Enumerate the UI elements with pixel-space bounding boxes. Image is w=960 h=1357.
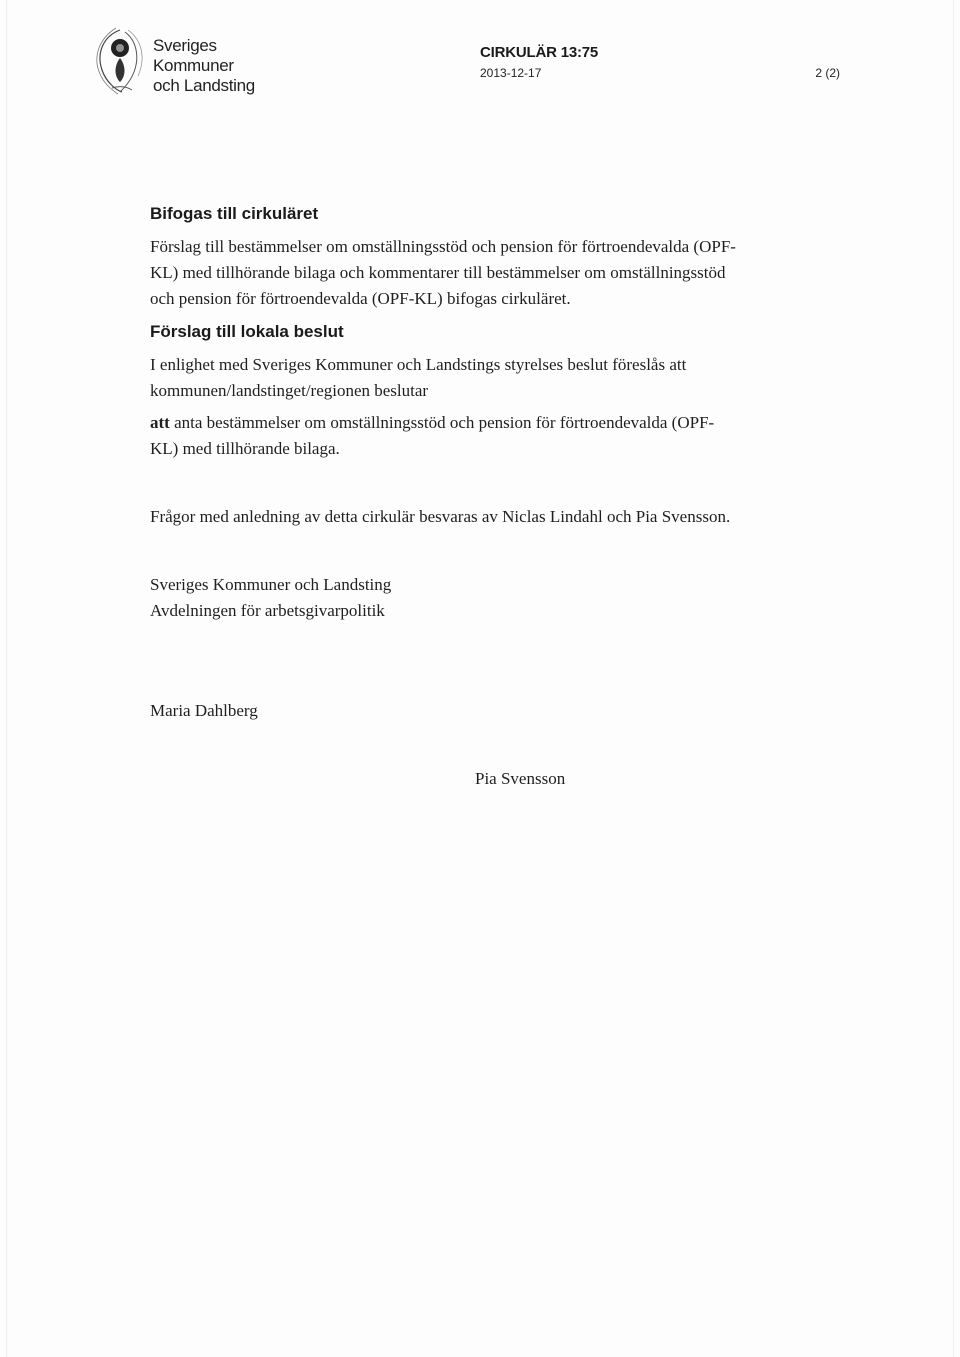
document-date: 2013-12-17: [480, 66, 542, 80]
paragraph-line: [150, 410, 714, 436]
paragraph-line: I enlighet med Sveriges Kommuner och Landstings styrelses beslut föreslås att: [150, 355, 687, 374]
logo-line-2: Kommuner: [153, 56, 234, 75]
section-heading-local-decisions: Förslag till lokala beslut: [150, 322, 344, 341]
sender-block: [150, 572, 391, 624]
section-heading-attachments: Bifogas till cirkuläret: [150, 204, 319, 223]
questions-paragraph: Frågor med anledning av detta cirkulär besvaras av Niclas Lindahl och Pia Svensson.: [150, 507, 731, 526]
scan-edge-right: [953, 0, 954, 1357]
signature-pia-svensson: Pia Svensson: [475, 769, 566, 788]
scan-edge-left: [6, 0, 7, 1357]
skl-logo-icon: [92, 26, 148, 96]
att-text: anta bestämmelser om omställningsstöd och pension för förtroendevalda (OPF-: [169, 413, 715, 432]
signature-maria-dahlberg: Maria Dahlberg: [150, 701, 258, 720]
paragraph-line: kommunen/landstinget/regionen beslutar: [150, 381, 429, 400]
logo-line-3: och Landsting: [153, 76, 255, 95]
paragraph-line: och pension för förtroendevalda (OPF-KL) bifogas cirkuläret.: [150, 289, 571, 308]
logo-line-1: Sveriges: [153, 36, 217, 55]
paragraph-line: KL) med tillhörande bilaga och kommentarer till bestämmelser om omställningsstöd: [150, 263, 726, 282]
logo-wordmark: [153, 36, 255, 96]
attachments-paragraph: [150, 234, 736, 312]
paragraph-line: Förslag till bestämmelser om omställningsstöd och pension för förtroendevalda (OPF-: [150, 237, 736, 256]
decision-att-paragraph: [150, 410, 714, 462]
page-number: 2 (2): [815, 66, 840, 80]
sender-department: Avdelningen för arbetsgivarpolitik: [150, 601, 385, 620]
sender-organization: Sveriges Kommuner och Landsting: [150, 575, 392, 594]
att-keyword: att: [150, 413, 170, 432]
paragraph-line: KL) med tillhörande bilaga.: [150, 439, 340, 458]
decision-intro-paragraph: [150, 352, 686, 404]
document-type: CIRKULÄR 13:75: [480, 44, 599, 61]
